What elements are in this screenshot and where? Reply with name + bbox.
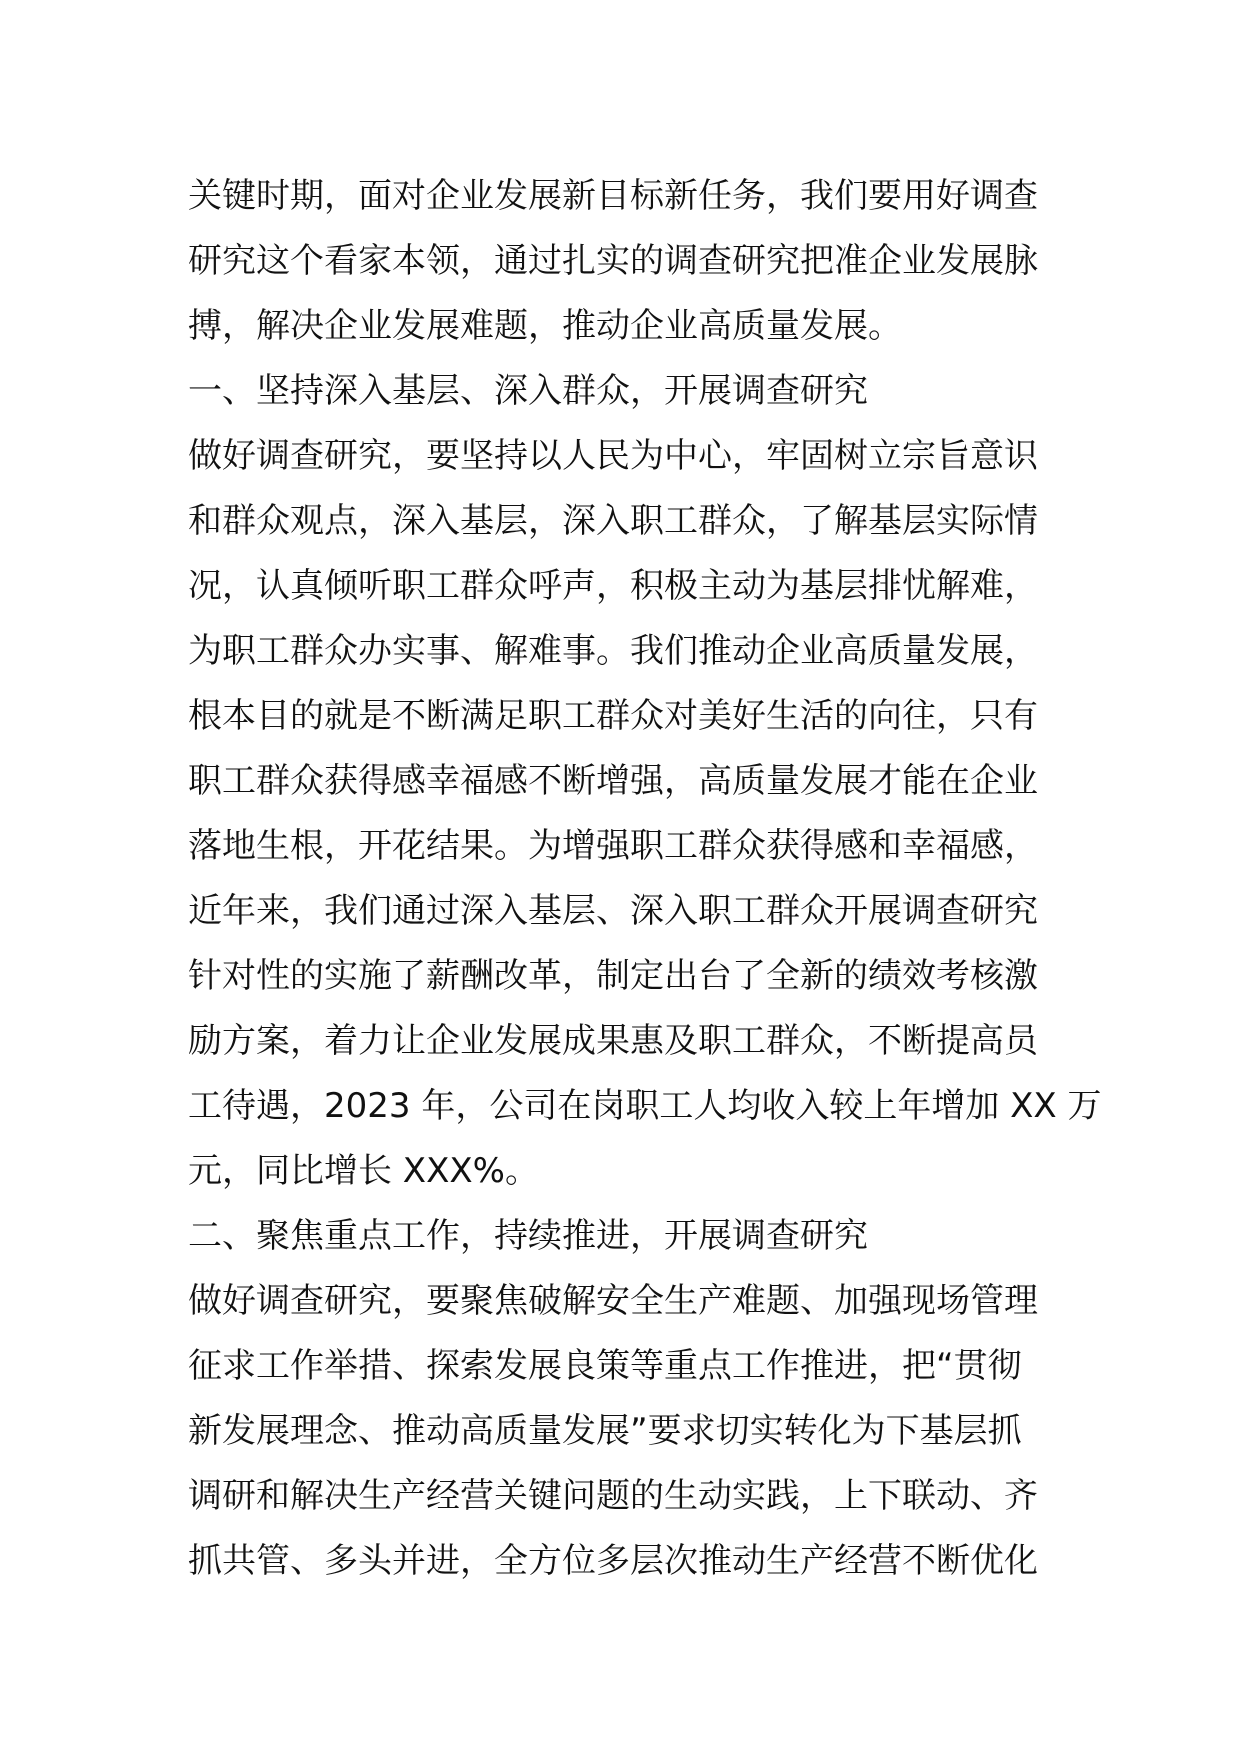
- text-line: 和群众观点，深入基层，深入职工群众，了解基层实际情: [188, 501, 1038, 541]
- text-line: 职工群众获得感幸福感不断增强，高质量发展才能在企业: [188, 761, 1038, 801]
- text-line: 研究这个看家本领，通过扎实的调查研究把准企业发展脉: [188, 241, 1038, 281]
- text-line: 根本目的就是不断满足职工群众对美好生活的向往，只有: [188, 696, 1038, 736]
- text-line: 征求工作举措、探索发展良策等重点工作推进，把“贯彻: [188, 1346, 1022, 1386]
- text-line: 做好调查研究，要坚持以人民为中心，牢固树立宗旨意识: [188, 436, 1038, 476]
- text-line: 搏，解决企业发展难题，推动企业高质量发展。: [188, 306, 902, 346]
- text-line: 况，认真倾听职工群众呼声，积极主动为基层排忧解难，: [188, 566, 1038, 606]
- text-line: 新发展理念、推动高质量发展”要求切实转化为下基层抓: [188, 1411, 1022, 1451]
- text-line: 针对性的实施了薪酬改革，制定出台了全新的绩效考核激: [188, 956, 1038, 996]
- text-line: 落地生根，开花结果。为增强职工群众获得感和幸福感，: [188, 826, 1038, 866]
- text-line: 励方案，着力让企业发展成果惠及职工群众，不断提高员: [188, 1021, 1038, 1061]
- text-line: 工待遇，2023 年，公司在岗职工人均收入较上年增加 XX 万: [188, 1086, 1102, 1126]
- text-line: 做好调查研究，要聚焦破解安全生产难题、加强现场管理: [188, 1281, 1038, 1321]
- text-line: 为职工群众办实事、解难事。我们推动企业高质量发展，: [188, 631, 1038, 671]
- text-line: 元，同比增长 XXX%。: [188, 1151, 539, 1191]
- body-text: [188, 164, 1102, 1594]
- text-line: 关键时期，面对企业发展新目标新任务，我们要用好调查: [188, 176, 1038, 216]
- text-line: 调研和解决生产经营关键问题的生动实践，上下联动、齐: [188, 1476, 1038, 1516]
- text-line: 抓共管、多头并进，全方位多层次推动生产经营不断优化: [188, 1541, 1038, 1581]
- section-heading-2: 二、聚焦重点工作，持续推进，开展调查研究: [188, 1216, 868, 1256]
- text-line: 近年来，我们通过深入基层、深入职工群众开展调查研究: [188, 891, 1038, 931]
- section-heading-1: 一、坚持深入基层、深入群众，开展调查研究: [188, 371, 868, 411]
